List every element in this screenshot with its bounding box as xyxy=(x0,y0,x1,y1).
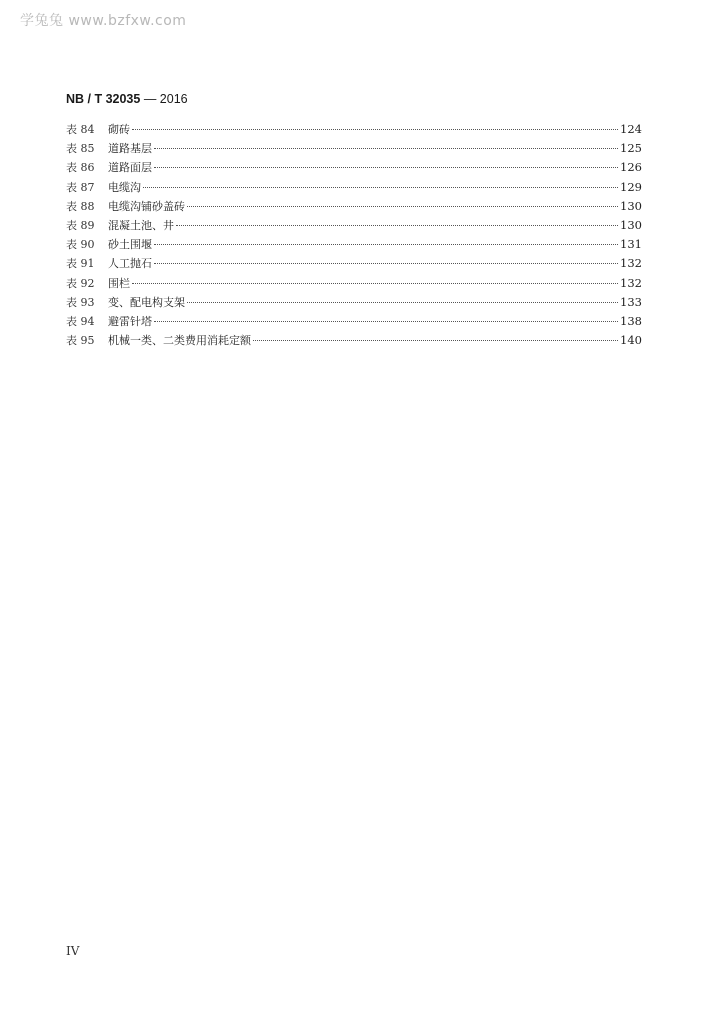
toc-entry[interactable] xyxy=(66,197,642,216)
toc-entry-title: 混凝土池、井 xyxy=(108,218,174,232)
toc-entry[interactable] xyxy=(66,120,642,139)
toc-entry-title: 道路面层 xyxy=(108,161,152,175)
table-of-contents xyxy=(66,120,642,350)
toc-entry-page: 126 xyxy=(620,160,642,175)
toc-dot-leader xyxy=(143,187,618,188)
toc-dot-leader xyxy=(176,225,618,226)
toc-dot-leader xyxy=(253,340,618,341)
toc-entry-title: 电缆沟铺砂盖砖 xyxy=(108,199,185,213)
toc-entry-title: 围栏 xyxy=(108,276,130,290)
toc-entry-page: 132 xyxy=(620,275,642,290)
toc-entry-page: 133 xyxy=(620,294,642,309)
toc-entry-title: 道路基层 xyxy=(108,142,152,156)
toc-entry[interactable] xyxy=(66,293,642,312)
toc-dot-leader xyxy=(187,206,618,207)
toc-entry-title: 机械一类、二类费用消耗定额 xyxy=(108,334,251,348)
toc-entry-label: 表 93 xyxy=(66,295,95,309)
toc-entry-page: 129 xyxy=(620,179,642,194)
toc-entry[interactable] xyxy=(66,331,642,350)
toc-entry-page: 130 xyxy=(620,217,642,232)
toc-entry-page: 132 xyxy=(620,256,642,271)
toc-entry-label: 表 95 xyxy=(66,334,95,348)
toc-entry-label: 表 85 xyxy=(66,142,95,156)
toc-entry-label: 表 91 xyxy=(66,257,95,271)
toc-entry-label: 表 87 xyxy=(66,180,95,194)
toc-entry-label: 表 92 xyxy=(66,276,95,290)
toc-dot-leader xyxy=(154,263,618,264)
toc-dot-leader xyxy=(154,244,618,245)
toc-dot-leader xyxy=(187,302,618,303)
toc-entry-label: 表 89 xyxy=(66,218,95,232)
standard-header xyxy=(66,92,188,106)
toc-dot-leader xyxy=(154,321,618,322)
toc-entry-title: 变、配电构支架 xyxy=(108,295,185,309)
toc-dot-leader xyxy=(154,167,618,168)
watermark: 学兔兔 www.bzfxw.com xyxy=(20,13,187,29)
toc-entry[interactable] xyxy=(66,139,642,158)
toc-entry-title: 避雷针塔 xyxy=(108,314,152,328)
toc-entry-page: 140 xyxy=(620,333,642,348)
header-separator: — xyxy=(140,92,160,106)
toc-entry-page: 124 xyxy=(620,122,642,136)
toc-entry[interactable] xyxy=(66,216,642,235)
toc-entry-title: 电缆沟 xyxy=(108,180,141,194)
toc-entry-label: 表 94 xyxy=(66,314,95,328)
toc-entry[interactable] xyxy=(66,235,642,254)
toc-entry[interactable] xyxy=(66,158,642,177)
toc-entry[interactable] xyxy=(66,254,642,273)
toc-entry-title: 人工抛石 xyxy=(108,257,152,271)
toc-entry-page: 138 xyxy=(620,313,642,328)
page-number: IV xyxy=(66,944,80,958)
toc-entry-page: 131 xyxy=(620,237,642,252)
toc-dot-leader xyxy=(132,283,618,284)
toc-entry-page: 125 xyxy=(620,141,642,156)
toc-entry[interactable] xyxy=(66,274,642,293)
toc-entry-label: 表 88 xyxy=(66,199,95,213)
toc-entry-title: 砂土围堰 xyxy=(108,238,152,252)
standard-year: 2016 xyxy=(159,92,188,106)
toc-dot-leader xyxy=(132,129,618,130)
toc-entry-page: 130 xyxy=(620,198,642,213)
toc-entry-title: 砌砖 xyxy=(108,123,130,136)
toc-entry[interactable] xyxy=(66,178,642,197)
toc-entry[interactable] xyxy=(66,312,642,331)
standard-code: NB / T 32035 xyxy=(66,92,141,106)
toc-entry-label: 表 90 xyxy=(66,238,95,252)
toc-entry-label: 表 84 xyxy=(66,123,95,136)
toc-entry-label: 表 86 xyxy=(66,161,95,175)
toc-dot-leader xyxy=(154,148,618,149)
